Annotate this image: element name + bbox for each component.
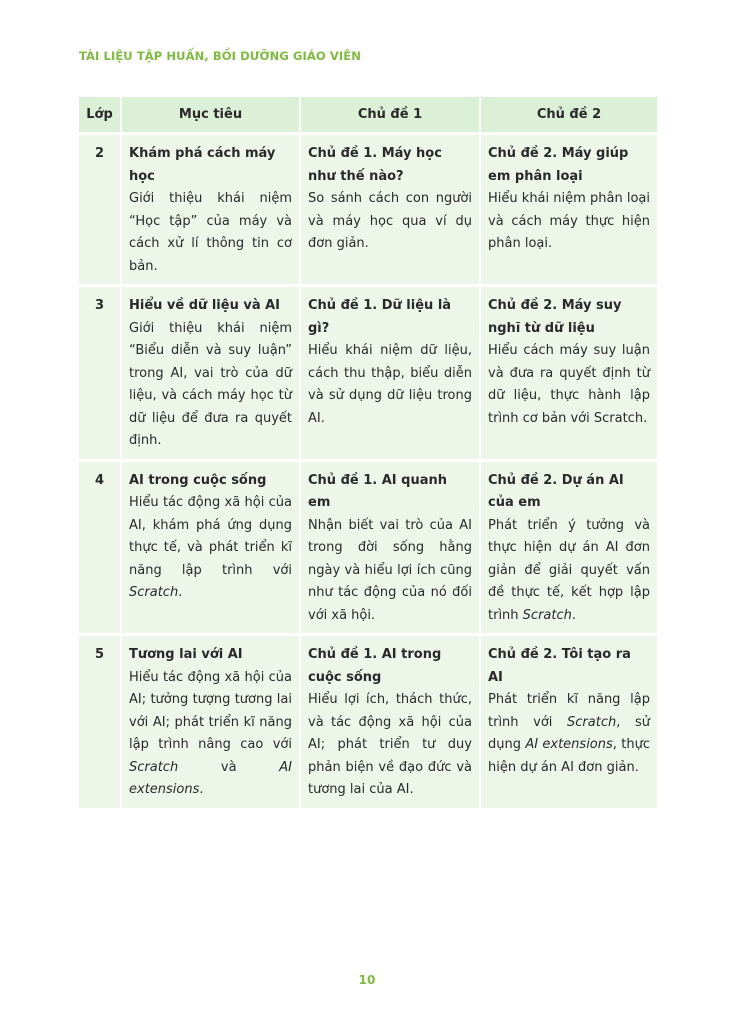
topic-1-cell (300, 460, 480, 635)
topic-2-cell (480, 134, 657, 286)
curriculum-table (79, 97, 657, 808)
goal-description (129, 492, 292, 605)
table-row (79, 134, 657, 286)
topic-1-cell (300, 635, 480, 808)
topic-2-title: Chủ đề 2. Tôi tạo ra AI (488, 647, 631, 685)
topic-1-cell (300, 286, 480, 461)
goal-cell (121, 635, 300, 808)
goal-title: Hiểu về dữ liệu và AI (129, 298, 281, 313)
topic-1-description: Hiểu khái niệm dữ liệu, cách thu thập, biểu diễn và sử dụng dữ liệu trong AI. (308, 343, 472, 426)
topic-2-title: Chủ đề 2. Máy giúp em phân loại (488, 146, 629, 184)
column-header-grade: Lớp (79, 97, 121, 134)
topic-2-cell (480, 286, 657, 461)
goal-description-end: . (199, 782, 204, 797)
topic-1-cell (300, 134, 480, 286)
topic-2-cell (480, 460, 657, 635)
topic-1-description: So sánh cách con người và máy học qua ví dụ đơn giản. (308, 191, 472, 251)
table-row (79, 460, 657, 635)
topic-1-title: Chủ đề 1. AI quanh em (308, 472, 448, 510)
table-row (79, 286, 657, 461)
topic-1-description: Nhận biết vai trò của AI trong đời sống hằng ngày và hiểu lợi ích cũng như tác động của nó đối với xã hội. (308, 517, 472, 623)
goal-description-mid: và (178, 759, 280, 775)
goal-description-end: . (178, 585, 183, 600)
topic-1-title: Chủ đề 1. Dữ liệu là gì? (308, 298, 452, 336)
scratch-emphasis: Scratch (129, 585, 179, 600)
running-header: TÀI LIỆU TẬP HUẤN, BỒI DƯỠNG GIÁO VIÊN (79, 49, 361, 63)
grade-cell: 2 (79, 134, 121, 286)
goal-cell (121, 134, 300, 286)
grade-cell: 5 (79, 635, 121, 808)
column-header-topic-1: Chủ đề 1 (300, 97, 480, 134)
grade-cell: 3 (79, 286, 121, 461)
ai-extensions-emphasis: AI extensions (525, 737, 613, 752)
column-header-topic-2: Chủ đề 2 (480, 97, 657, 134)
topic-2-description: Hiểu khái niệm phân loại và cách máy thực hiện phân loại. (488, 191, 650, 251)
table-row (79, 635, 657, 808)
topic-2-description-end: . (571, 607, 577, 623)
topic-1-title: Chủ đề 1. Máy học như thế nào? (308, 146, 442, 184)
topic-2-title: Chủ đề 2. Máy suy nghĩ từ dữ liệu (488, 298, 622, 336)
goal-description-text: Hiểu tác động xã hội của AI; tưởng tượng tương lai với AI; phát triển kĩ năng lập trình nâng cao với (129, 669, 292, 752)
page-number: 10 (358, 973, 376, 987)
ai-extensions-emphasis: AI extensions (129, 759, 292, 797)
goal-description: Giới thiệu khái niệm “Biểu diễn và suy luận” trong AI, vai trò của dữ liệu, và cách máy học từ dữ liệu để đưa ra quyết định. (129, 320, 292, 448)
topic-2-description: Hiểu cách máy suy luận và đưa ra quyết định từ dữ liệu, thực hành lập trình cơ bản với Scratch. (488, 343, 650, 426)
topic-2-cell (480, 635, 657, 808)
topic-1-description: Hiểu lợi ích, thách thức, và tác động xã hội của AI; phát triển tư duy phản biện về đạo đức và tương lai của AI. (308, 692, 472, 797)
table-header-row (79, 97, 657, 134)
topic-2-description (488, 515, 650, 628)
topic-2-description-mid: , sử dụng (488, 714, 650, 752)
goal-cell (121, 286, 300, 461)
goal-title: Khám phá cách máy học (129, 146, 276, 184)
topic-2-description-text: Phát triển kĩ năng lập trình với (488, 692, 650, 730)
scratch-emphasis: Scratch (129, 759, 179, 775)
goal-description-text: Hiểu tác động xã hội của AI, khám phá ứng dụng thực tế, và phát triển kĩ năng lập trình với (129, 495, 292, 578)
column-header-goal: Mục tiêu (121, 97, 300, 134)
goal-title: Tương lai với AI (129, 647, 243, 662)
goal-title: AI trong cuộc sống (129, 472, 267, 488)
grade-cell: 4 (79, 460, 121, 635)
scratch-emphasis: Scratch (567, 714, 617, 730)
topic-1-title: Chủ đề 1. AI trong cuộc sống (308, 647, 442, 685)
goal-description: Giới thiệu khái niệm “Học tập” của máy và cách xử lí thông tin cơ bản. (129, 191, 292, 274)
topic-2-description (488, 689, 650, 779)
goal-cell (121, 460, 300, 635)
topic-2-description-text: Phát triển ý tưởng và thực hiện dự án AI đơn giản để giải quyết vấn đề thực tế, kết hợp lập trình (488, 517, 650, 623)
goal-description (129, 667, 292, 802)
topic-2-description-end: , thực hiện dự án AI đơn giản. (488, 737, 650, 775)
scratch-emphasis: Scratch (522, 607, 572, 623)
topic-2-title: Chủ đề 2. Dự án AI của em (488, 472, 624, 510)
